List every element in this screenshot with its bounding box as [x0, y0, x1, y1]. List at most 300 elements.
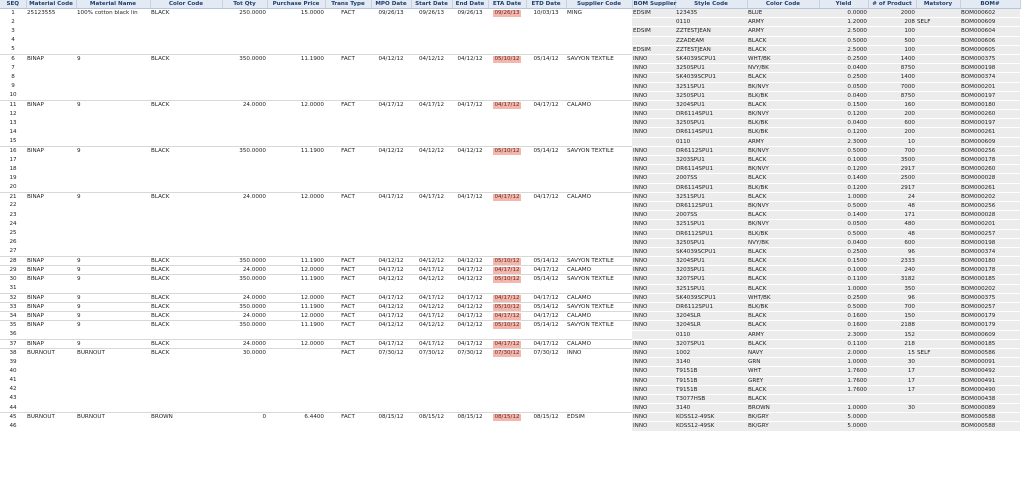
col-header-material-name[interactable]: Material Name	[76, 0, 150, 9]
cell-color-code	[150, 27, 222, 36]
table-row[interactable]	[0, 183, 1020, 192]
table-row[interactable]	[0, 211, 1020, 220]
cell-start-date	[411, 394, 452, 403]
cell-bom-supplier: INNO	[632, 64, 675, 73]
table-row[interactable]	[0, 312, 1020, 321]
cell-eta-date	[488, 156, 526, 165]
cell-bom-number: BOM000089	[960, 404, 1020, 413]
table-row[interactable]	[0, 137, 1020, 146]
cell-trans-type	[325, 174, 371, 183]
cell-material-code: 25123555	[26, 9, 76, 18]
cell-material-name	[76, 183, 150, 192]
cell-yield: 0.2500	[819, 54, 868, 63]
cell-matstory	[916, 119, 960, 128]
cell-matstory	[916, 9, 960, 18]
cell-bom-supplier: INNO	[632, 100, 675, 109]
cell-mpo-date	[371, 385, 411, 394]
cell-material-code	[26, 36, 76, 45]
cell-etd-date	[526, 220, 566, 229]
cell-etd-date: 07/30/12	[526, 348, 566, 357]
cell-supplier-code	[566, 45, 632, 54]
cell-color-code	[150, 422, 222, 431]
cell-style-code: 1002	[675, 348, 747, 357]
cell-trans-type	[325, 367, 371, 376]
cell-seq: 18	[9, 165, 17, 172]
cell-bom-number: BOM000492	[960, 367, 1020, 376]
col-header-eta-date[interactable]: ETA Date	[488, 0, 526, 9]
cell-purchase-price	[267, 91, 325, 100]
cell-eta-date	[488, 18, 526, 27]
table-row[interactable]	[0, 358, 1020, 367]
cell-eta-date	[488, 110, 526, 119]
col-header-etd-date[interactable]: ETD Date	[526, 0, 566, 9]
cell-matstory	[916, 64, 960, 73]
table-row[interactable]	[0, 266, 1020, 275]
cell-bom-supplier: INNO	[632, 220, 675, 229]
col-header-material-code[interactable]: Material Code	[26, 0, 76, 9]
cell-end-date: 04/12/12	[452, 54, 488, 63]
cell-style-code: SK4039SCPU1	[675, 247, 747, 256]
cell-tot-qty	[222, 238, 267, 247]
cell-num-product: 500	[868, 36, 916, 45]
cell-supplier-code	[566, 367, 632, 376]
cell-bom-supplier: INNO	[632, 174, 675, 183]
cell-etd-date: 04/17/12	[526, 293, 566, 302]
cell-num-product: 2188	[868, 321, 916, 330]
cell-style-code: 3207SPU1	[675, 339, 747, 348]
cell-yield: 2.0000	[819, 348, 868, 357]
col-header-tot-qty[interactable]: Tot Qty	[222, 0, 267, 9]
cell-bom-number: BOM000588	[960, 413, 1020, 422]
table-row[interactable]	[0, 128, 1020, 137]
cell-purchase-price	[267, 211, 325, 220]
table-row[interactable]	[0, 18, 1020, 27]
cell-style-code: 3251SPU1	[675, 220, 747, 229]
col-header-yield[interactable]: Yield	[819, 0, 868, 9]
cell-material-code	[26, 119, 76, 128]
cell-start-date	[411, 211, 452, 220]
cell-bom-number: BOM000490	[960, 385, 1020, 394]
cell-bom-supplier: INNO	[632, 312, 675, 321]
cell-end-date: 04/17/12	[452, 192, 488, 201]
cell-eta-date	[488, 394, 526, 403]
table-row[interactable]	[0, 303, 1020, 312]
cell-start-date	[411, 247, 452, 256]
cell-matstory	[916, 192, 960, 201]
cell-bom-color-code: NAVY	[747, 348, 819, 357]
cell-tot-qty	[222, 385, 267, 394]
cell-tot-qty	[222, 367, 267, 376]
cell-tot-qty: 24.0000	[222, 339, 267, 348]
cell-supplier-code	[566, 247, 632, 256]
table-row[interactable]	[0, 192, 1020, 201]
cell-purchase-price	[267, 45, 325, 54]
table-row[interactable]	[0, 119, 1020, 128]
cell-eta-date	[488, 128, 526, 137]
cell-yield: 0.5000	[819, 229, 868, 238]
cell-end-date	[452, 64, 488, 73]
cell-bom-number: BOM000257	[960, 229, 1020, 238]
table-row[interactable]	[0, 293, 1020, 302]
cell-matstory	[916, 238, 960, 247]
cell-tot-qty	[222, 211, 267, 220]
cell-yield: 0.0400	[819, 119, 868, 128]
cell-start-date: 04/12/12	[411, 321, 452, 330]
cell-material-name	[76, 18, 150, 27]
cell-bom-color-code: BLK/BK	[747, 128, 819, 137]
table-row[interactable]	[0, 201, 1020, 210]
cell-color-code	[150, 137, 222, 146]
table-row[interactable]	[0, 330, 1020, 339]
cell-end-date: 04/12/12	[452, 303, 488, 312]
cell-bom-color-code: BLACK	[747, 275, 819, 284]
cell-eta-date	[488, 266, 526, 275]
cell-tot-qty	[222, 174, 267, 183]
cell-mpo-date	[371, 422, 411, 431]
cell-bom-color-code: BLACK	[747, 156, 819, 165]
cell-yield: 0.1100	[819, 339, 868, 348]
cell-supplier-code	[566, 18, 632, 27]
cell-tot-qty	[222, 119, 267, 128]
cell-color-code	[150, 73, 222, 82]
cell-tot-qty	[222, 137, 267, 146]
cell-purchase-price	[267, 18, 325, 27]
table-row[interactable]	[0, 54, 1020, 63]
cell-color-code	[150, 183, 222, 192]
table-row[interactable]	[0, 146, 1020, 155]
cell-bom-color-code: BK/NVY	[747, 82, 819, 91]
cell-seq: 44	[9, 404, 17, 411]
cell-supplier-code	[566, 201, 632, 210]
cell-end-date	[452, 110, 488, 119]
cell-supplier-code: CALAMO	[566, 100, 632, 109]
cell-yield: 5.0000	[819, 422, 868, 431]
cell-bom-number: BOM000374	[960, 73, 1020, 82]
table-row[interactable]	[0, 91, 1020, 100]
cell-bom-supplier: INNO	[632, 376, 675, 385]
cell-color-code	[150, 385, 222, 394]
cell-start-date: 04/17/12	[411, 192, 452, 201]
cell-supplier-code	[566, 36, 632, 45]
cell-start-date	[411, 36, 452, 45]
table-row[interactable]	[0, 275, 1020, 284]
cell-style-code: 3204SLR	[675, 321, 747, 330]
cell-tot-qty: 24.0000	[222, 100, 267, 109]
cell-etd-date: 04/17/12	[526, 312, 566, 321]
cell-purchase-price	[267, 220, 325, 229]
cell-supplier-code: SAVYON TEXTILE	[566, 257, 632, 266]
col-header-bom-number[interactable]: BOM#	[960, 0, 1020, 9]
cell-bom-color-code: BLACK	[747, 174, 819, 183]
cell-color-code	[150, 201, 222, 210]
table-row[interactable]	[0, 321, 1020, 330]
table-row[interactable]	[0, 220, 1020, 229]
cell-start-date: 04/17/12	[411, 339, 452, 348]
cell-bom-number: BOM000609	[960, 137, 1020, 146]
cell-purchase-price	[267, 238, 325, 247]
cell-material-name: 9	[76, 100, 150, 109]
cell-start-date	[411, 45, 452, 54]
cell-purchase-price	[267, 137, 325, 146]
cell-trans-type	[325, 64, 371, 73]
cell-yield: 0.1400	[819, 174, 868, 183]
table-row[interactable]	[0, 100, 1020, 109]
cell-bom-number: BOM000260	[960, 110, 1020, 119]
cell-color-code	[150, 394, 222, 403]
col-header-mpo-date[interactable]: MPO Date	[371, 0, 411, 9]
cell-material-code: BURNOUT	[26, 348, 76, 357]
table-row[interactable]	[0, 82, 1020, 91]
col-header-matstory[interactable]: Matstory	[916, 0, 960, 9]
col-header-style-code[interactable]: Style Code	[675, 0, 747, 9]
cell-mpo-date: 04/17/12	[371, 312, 411, 321]
cell-eta-date	[488, 312, 526, 321]
cell-seq: 11	[0, 100, 26, 109]
cell-color-code: BLACK	[150, 321, 222, 330]
cell-seq: 8	[11, 73, 15, 80]
cell-end-date: 04/17/12	[452, 100, 488, 109]
cell-color-code	[150, 91, 222, 100]
cell-trans-type: FACT	[325, 413, 371, 422]
col-header-purchase-price[interactable]: Purchase Price	[267, 0, 325, 9]
table-row[interactable]	[0, 229, 1020, 238]
cell-trans-type	[325, 137, 371, 146]
cell-yield	[819, 394, 868, 403]
cell-num-product: 2917	[868, 183, 916, 192]
table-row[interactable]	[0, 376, 1020, 385]
cell-bom-color-code: BLACK	[747, 339, 819, 348]
table-row[interactable]	[0, 367, 1020, 376]
cell-bom-color-code: BLACK	[747, 266, 819, 275]
cell-supplier-code	[566, 229, 632, 238]
cell-yield: 1.7600	[819, 376, 868, 385]
cell-num-product: 200	[868, 110, 916, 119]
cell-color-code	[150, 165, 222, 174]
cell-num-product: 17	[868, 385, 916, 394]
cell-bom-supplier: EDSIM	[632, 27, 675, 36]
cell-yield: 0.2500	[819, 247, 868, 256]
cell-eta-date	[488, 348, 526, 357]
cell-end-date	[452, 367, 488, 376]
cell-eta-date	[488, 146, 526, 155]
cell-etd-date	[526, 27, 566, 36]
cell-material-code	[26, 201, 76, 210]
cell-end-date	[452, 385, 488, 394]
col-header-supplier-code[interactable]: Supplier Code	[566, 0, 632, 9]
cell-supplier-code	[566, 128, 632, 137]
cell-material-code	[26, 385, 76, 394]
table-row[interactable]	[0, 413, 1020, 422]
cell-purchase-price	[267, 284, 325, 293]
cell-seq: 39	[9, 358, 17, 365]
cell-matstory	[916, 358, 960, 367]
cell-style-code: SK4039SCPU1	[675, 54, 747, 63]
cell-eta-date	[488, 330, 526, 339]
cell-color-code	[150, 211, 222, 220]
col-header-start-date[interactable]: Start Date	[411, 0, 452, 9]
header-row	[0, 0, 1020, 9]
cell-material-name	[76, 330, 150, 339]
cell-bom-number: BOM000197	[960, 91, 1020, 100]
cell-material-code: BINAP	[26, 312, 76, 321]
cell-num-product: 48	[868, 229, 916, 238]
cell-matstory	[916, 257, 960, 266]
cell-bom-number: BOM000185	[960, 275, 1020, 284]
cell-end-date	[452, 82, 488, 91]
cell-color-code	[150, 119, 222, 128]
cell-supplier-code	[566, 238, 632, 247]
cell-seq: 37	[0, 339, 26, 348]
cell-seq: 33	[0, 303, 26, 312]
eta-date-highlight: 05/10/12	[494, 147, 520, 154]
cell-trans-type	[325, 119, 371, 128]
cell-start-date	[411, 165, 452, 174]
cell-seq: 9	[11, 83, 15, 89]
cell-purchase-price: 11.1900	[267, 275, 325, 284]
cell-bom-supplier: INNO	[632, 367, 675, 376]
table-row[interactable]	[0, 339, 1020, 348]
cell-supplier-code	[566, 211, 632, 220]
cell-end-date	[452, 229, 488, 238]
cell-material-code	[26, 394, 76, 403]
table-row[interactable]	[0, 165, 1020, 174]
cell-style-code: 3203SPU1	[675, 266, 747, 275]
cell-yield: 1.2000	[819, 18, 868, 27]
cell-etd-date: 05/14/12	[526, 303, 566, 312]
col-header-num-product[interactable]: # of Product	[868, 0, 916, 9]
cell-material-name	[76, 358, 150, 367]
table-row[interactable]	[0, 9, 1020, 18]
cell-start-date: 08/15/12	[411, 413, 452, 422]
cell-end-date: 04/17/12	[452, 266, 488, 275]
cell-material-code	[26, 128, 76, 137]
cell-start-date	[411, 91, 452, 100]
cell-bom-supplier: INNO	[632, 119, 675, 128]
cell-start-date: 04/17/12	[411, 266, 452, 275]
cell-supplier-code	[566, 385, 632, 394]
cell-end-date: 04/17/12	[452, 293, 488, 302]
eta-date-highlight: 08/15/12	[494, 414, 520, 421]
cell-purchase-price: 6.4400	[267, 413, 325, 422]
cell-bom-color-code: WHT/BK	[747, 54, 819, 63]
cell-bom-number: BOM000586	[960, 348, 1020, 357]
table-row[interactable]	[0, 174, 1020, 183]
cell-material-code: BINAP	[26, 54, 76, 63]
cell-bom-number: BOM000374	[960, 247, 1020, 256]
cell-seq: 20	[9, 184, 17, 191]
table-row[interactable]	[0, 64, 1020, 73]
cell-tot-qty	[222, 110, 267, 119]
table-row[interactable]	[0, 73, 1020, 82]
cell-color-code: BLACK	[150, 146, 222, 155]
col-header-trans-type[interactable]: Trans Type	[325, 0, 371, 9]
table-row[interactable]	[0, 422, 1020, 431]
cell-style-code: T9151B	[675, 376, 747, 385]
cell-material-name	[76, 128, 150, 137]
table-row[interactable]	[0, 348, 1020, 357]
cell-bom-number: BOM000260	[960, 165, 1020, 174]
cell-etd-date	[526, 165, 566, 174]
cell-yield: 1.0000	[819, 284, 868, 293]
cell-etd-date	[526, 183, 566, 192]
table-row[interactable]	[0, 404, 1020, 413]
cell-bom-color-code: BLACK	[747, 36, 819, 45]
cell-supplier-code: EDSIM	[566, 413, 632, 422]
cell-seq: 45	[0, 413, 26, 422]
cell-start-date	[411, 119, 452, 128]
table-row[interactable]	[0, 110, 1020, 119]
table-row[interactable]	[0, 394, 1020, 403]
col-header-color-code[interactable]: Color Code	[150, 0, 222, 9]
cell-bom-supplier	[632, 330, 675, 339]
cell-bom-color-code: BLK/BK	[747, 303, 819, 312]
table-row[interactable]	[0, 238, 1020, 247]
cell-seq: 35	[0, 321, 26, 330]
table-row[interactable]	[0, 247, 1020, 256]
cell-start-date	[411, 73, 452, 82]
cell-tot-qty	[222, 201, 267, 210]
table-row[interactable]	[0, 257, 1020, 266]
cell-trans-type: FACT	[325, 275, 371, 284]
cell-num-product: 171	[868, 211, 916, 220]
table-row[interactable]	[0, 36, 1020, 45]
cell-num-product: 15	[868, 348, 916, 357]
cell-bom-supplier: INNO	[632, 404, 675, 413]
cell-matstory	[916, 146, 960, 155]
table-row[interactable]	[0, 156, 1020, 165]
cell-material-name	[76, 284, 150, 293]
table-row[interactable]	[0, 385, 1020, 394]
cell-bom-supplier: INNO	[632, 201, 675, 210]
cell-bom-color-code: GRN	[747, 358, 819, 367]
cell-eta-date	[488, 36, 526, 45]
col-header-end-date[interactable]: End Date	[452, 0, 488, 9]
cell-material-name: 9	[76, 293, 150, 302]
cell-seq: 19	[9, 174, 17, 181]
cell-etd-date	[526, 376, 566, 385]
cell-bom-supplier: INNO	[632, 293, 675, 302]
cell-end-date: 07/30/12	[452, 348, 488, 357]
cell-material-name	[76, 422, 150, 431]
cell-eta-date	[488, 247, 526, 256]
col-header-seq[interactable]: SEQ	[0, 0, 26, 9]
col-header-bom-supplier[interactable]: BOM Supplier	[633, 1, 677, 7]
cell-supplier-code: CALAMO	[566, 339, 632, 348]
cell-matstory	[916, 394, 960, 403]
cell-bom-number: BOM000202	[960, 284, 1020, 293]
cell-bom-supplier: INNO	[632, 156, 675, 165]
table-row[interactable]	[0, 284, 1020, 293]
eta-date-highlight: 07/30/12	[494, 349, 520, 356]
cell-eta-date	[488, 238, 526, 247]
cell-matstory	[916, 330, 960, 339]
cell-style-code: T9151B	[675, 385, 747, 394]
cell-yield: 0.0000	[819, 9, 868, 18]
cell-tot-qty: 350.0000	[222, 303, 267, 312]
cell-material-name	[76, 394, 150, 403]
cell-end-date	[452, 238, 488, 247]
cell-tot-qty: 350.0000	[222, 275, 267, 284]
table-row[interactable]	[0, 27, 1020, 36]
cell-bom-color-code: BK/GRY	[747, 422, 819, 431]
cell-etd-date	[526, 91, 566, 100]
cell-bom-supplier: INNO	[632, 211, 675, 220]
col-header-bom-color-code[interactable]: Color Code	[747, 0, 819, 9]
cell-end-date	[452, 422, 488, 431]
cell-purchase-price	[267, 165, 325, 174]
cell-purchase-price	[267, 128, 325, 137]
table-row[interactable]	[0, 45, 1020, 54]
